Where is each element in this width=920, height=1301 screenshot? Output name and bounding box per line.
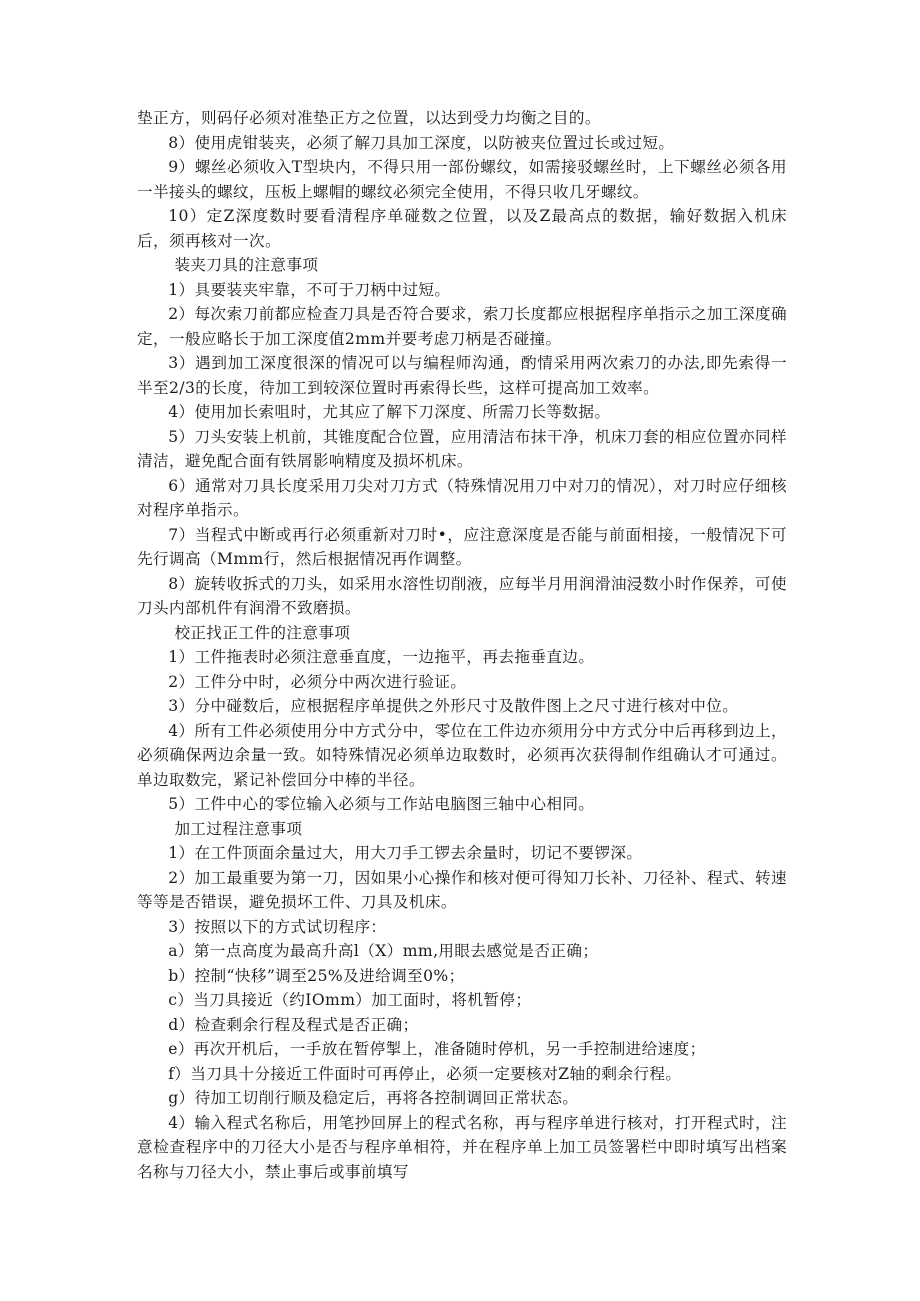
paragraph-subitem: d）检查剩余行程及程式是否正确； [168,1015,419,1034]
paragraph-subitem: c）当刀具接近（约IOmm）加工面时，将机暂停； [168,991,532,1009]
paragraph-item: 8）旋转收拆式的刀头，如采用水溶性切削液，应每半月用润滑油浸数小时作保养，可使刀头内部机件有润滑不致磨损。 [137,574,787,617]
paragraph-subitem: a）第一点高度为最高升高l（X）mm,用眼去感觉是否正确； [168,942,599,960]
paragraph-subitem: b）控制“快移”调至25%及进给调至0%； [168,966,465,985]
paragraph-subitem: g）待加工切削行顺及稳定后，再将各控制调回正常状态。 [168,1089,579,1107]
paragraph-item: 2）工件分中时，必须分中两次进行验证。 [168,672,467,691]
paragraph-continuation: 垫正方，则码仔必须对准垫正方之位置，以达到受力均衡之目的。 [137,109,601,127]
paragraph-item: 2）加工最重要为第一刀，因如果小心操作和核对便可得知刀长补、刀径补、程式、转速等等是否错误，避免损坏工件、刀具及机床。 [137,868,787,911]
paragraph-item: 1）具要装夹牢靠，不可于刀柄中过短。 [168,280,451,299]
paragraph-item: 1）在工件顶面余量过大，用大刀手工锣去余量时，切记不要锣深。 [168,844,643,862]
paragraph-item: 8）使用虎钳装夹，必须了解刀具加工深度，以防被夹位置过长或过短。 [168,133,675,152]
paragraph-item: 5）刀头安装上机前，其锥度配合位置，应用清洁布抹干净，机床刀套的相应位置亦同样清洁，避免配合面有铁屑影响精度及损坏机床。 [137,427,787,470]
paragraph-item: 3）按照以下的方式试切程序： [168,917,387,936]
section-heading: 加工过程注意事项 [174,819,303,838]
paragraph-item: 10）定Z深度数时要看清程序单碰数之位置，以及Z最高点的数据，输好数据入机床后，须再核对一次。 [137,207,787,250]
paragraph-item: 3）遇到加工深度很深的情况可以与编程师沟通，酌情采用两次索刀的办法,即先索得一半至2/3的长度，待加工到较深位置时再索得长些，这样可提高加工效率。 [137,354,787,397]
paragraph-subitem: e）再次开机后，一手放在暂停掣上，准备随时停机，另一手控制进给速度； [168,1040,706,1058]
paragraph-item: 4）所有工件必须使用分中方式分中，零位在工件边亦须用分中方式分中后再移到边上，必须确保两边余量一致。如特殊情况必须单边取数时，必须再次获得制作组确认才可通过。单边取数完，紧记补偿回分中棒的半径。 [137,721,787,789]
paragraph-item: 1）工件拖表时必须注意垂直度，一边拖平，再去拖垂直边。 [168,648,595,666]
paragraph-item: 5）工件中心的零位输入必须与工作站电脑图三轴中心相同。 [168,795,595,813]
paragraph-subitem: f）当刀具十分接近工件面时可再停止，必须一定要核对Z轴的剩余行程。 [168,1064,682,1083]
paragraph-item: 9）螺丝必须收入T型块内，不得只用一部份螺纹，如需接驳螺丝时，上下螺丝必须各用一半接头的螺纹，压板上螺帽的螺纹必须完全使用，不得只收几牙螺纹。 [137,158,787,201]
section-heading: 装夹刀具的注意事项 [174,256,319,274]
paragraph-item: 6）通常对刀具长度采用刀尖对刀方式（特殊情况用刀中对刀的情况），对刀时应仔细核对程序单指示。 [137,476,787,519]
section-heading: 校正找正工件的注意事项 [174,623,351,642]
paragraph-item: 3）分中碰数后，应根据程序单提供之外形尺寸及散件图上之尺寸进行核对中位。 [168,697,739,715]
paragraph-item: 4）使用加长索咀时，尤其应了解下刀深度、所需刀长等数据。 [168,403,611,421]
document-body [137,106,787,1184]
paragraph-item: 4）输入程式名称后，用笔抄回屏上的程式名称，再与程序单进行核对，打开程式时，注意检查程序中的刀径大小是否与程序单相符，并在程序单上加工员签署栏中即时填写出档案名称与刀径大小，禁止事后或事前填写 [137,1113,787,1181]
paragraph-item: 2）每次索刀前都应检查刀具是否符合要求，索刀长度都应根据程序单指示之加工深度确定，一般应略长于加工深度值2mm并要考虑刀柄是否碰撞。 [137,305,787,348]
paragraph-item: 7）当程式中断或再行必须重新对刀时•，应注意深度是否能与前面相接，一般情况下可先行调高（Mmm行，然后根据情况再作调整。 [137,525,787,568]
